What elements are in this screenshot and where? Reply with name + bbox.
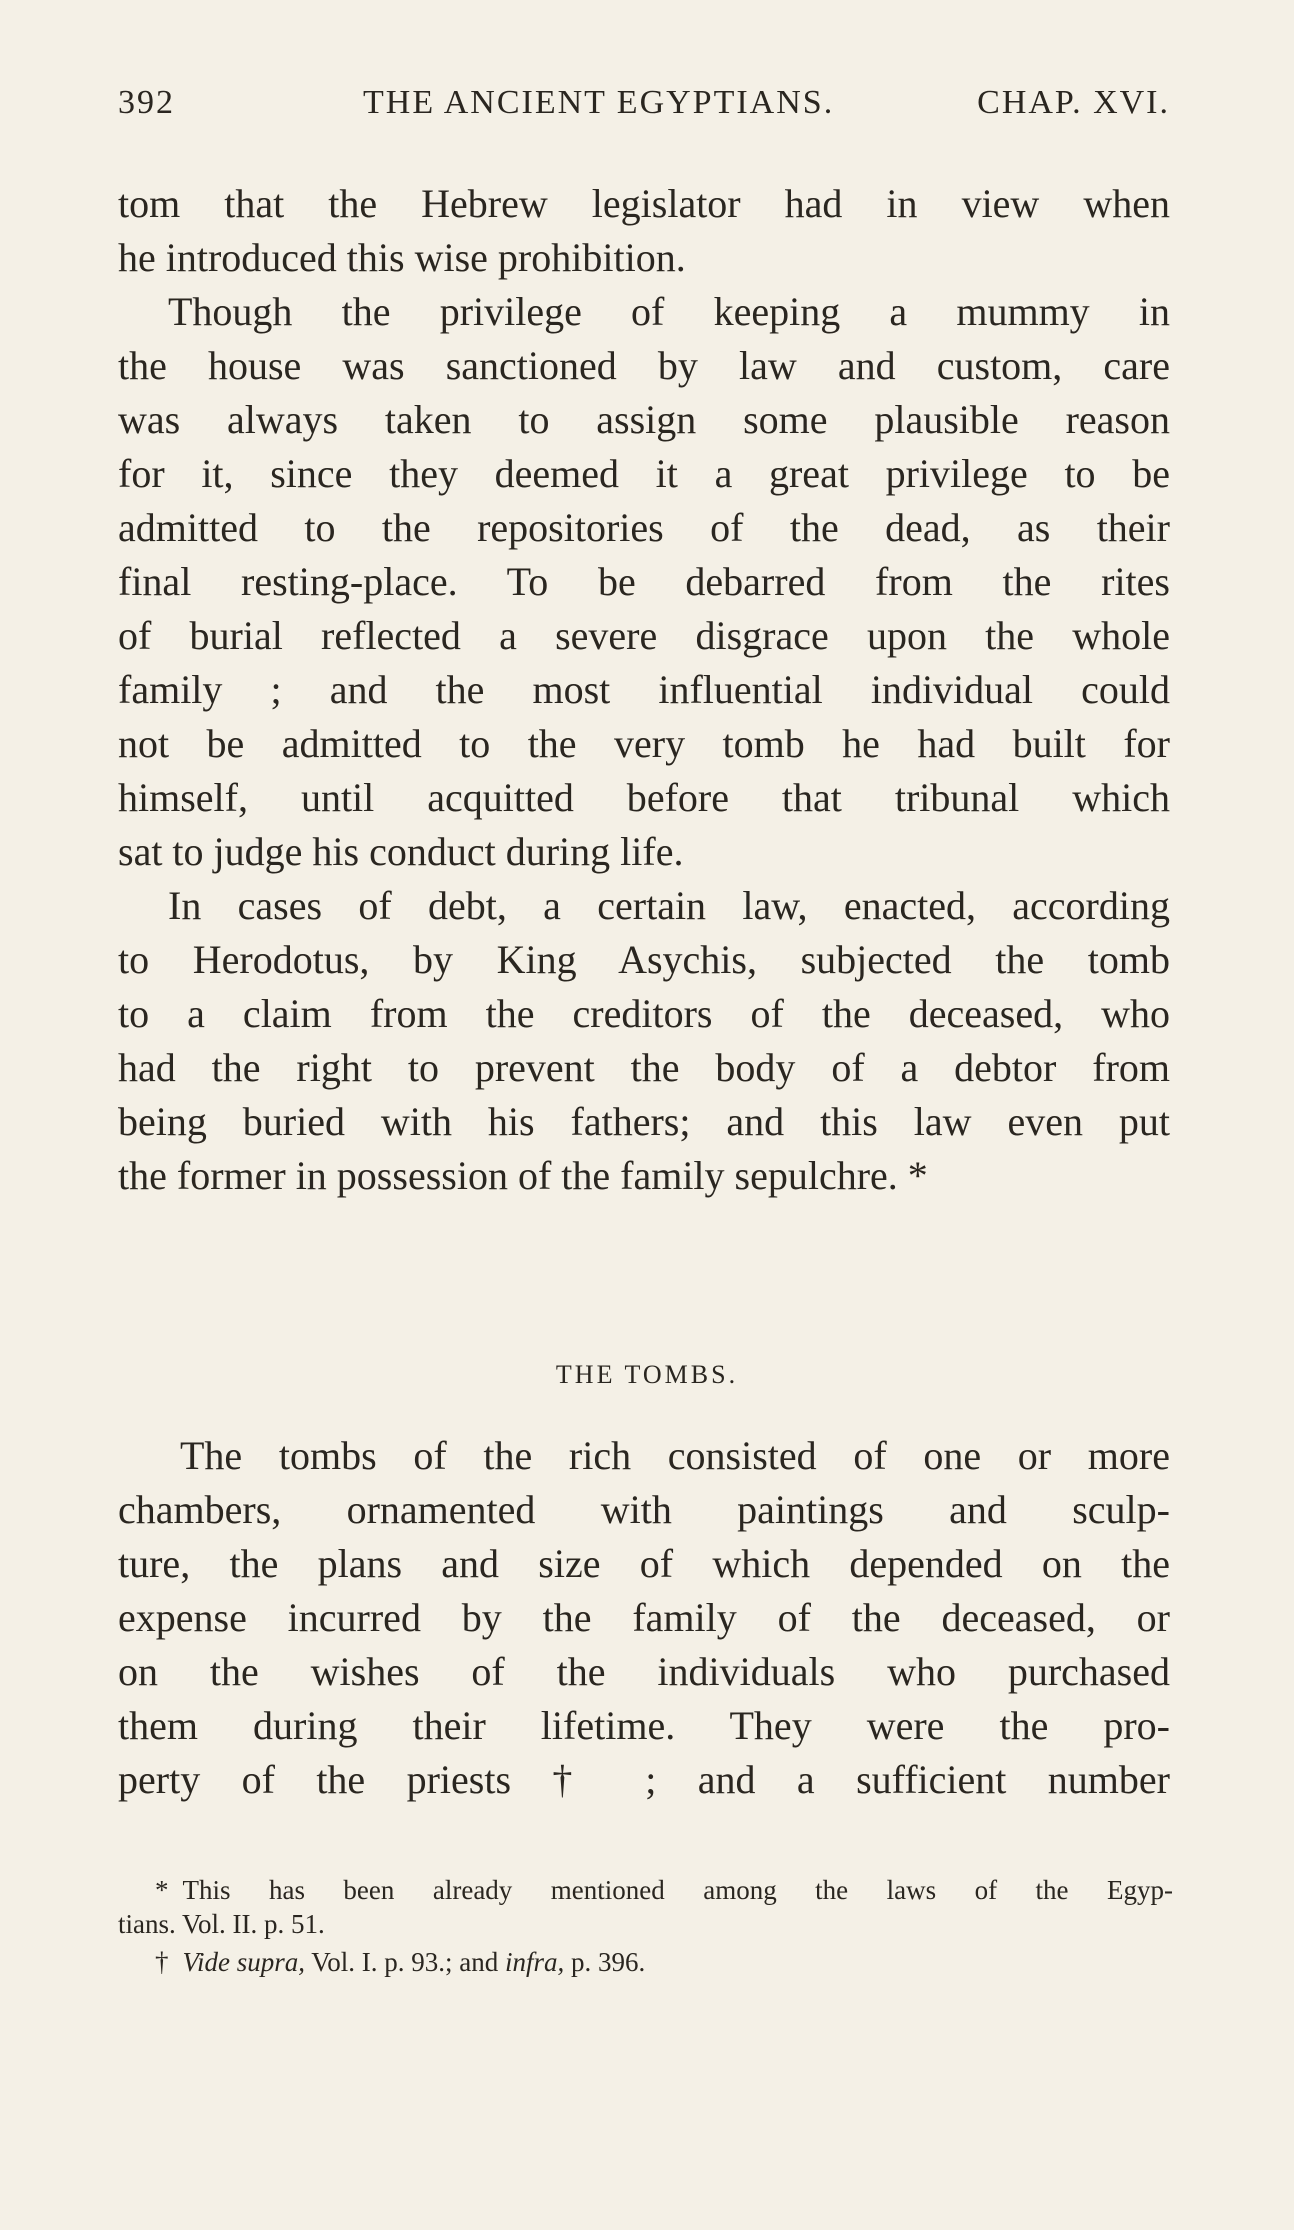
footnote-italic-text: infra,	[505, 1947, 565, 1977]
text-line: ture, the plans and size of which depended on the	[118, 1541, 1170, 1586]
text-line: tom that the Hebrew legislator had in view when	[118, 181, 1170, 226]
footnote-line: tians. Vol. II. p. 51.	[118, 1909, 325, 1939]
text-line: the house was sanctioned by law and custom, care	[118, 343, 1170, 388]
footnote-line	[155, 1946, 1173, 1978]
text-line: sat to judge his conduct during life.	[118, 829, 684, 874]
running-head	[118, 84, 1170, 140]
text-line: expense incurred by the family of the deceased, or	[118, 1595, 1170, 1640]
text-line: final resting-place. To be debarred from the rites	[118, 559, 1170, 604]
text-line: admitted to the repositories of the dead, as their	[118, 505, 1170, 550]
text-line: for it, since they deemed it a great privilege to be	[118, 451, 1170, 496]
text-line: to a claim from the creditors of the deceased, who	[118, 991, 1170, 1036]
text-line: In cases of debt, a certain law, enacted, according	[168, 883, 1170, 928]
section-heading: THE TOMBS.	[555, 1360, 739, 1389]
text-line: not be admitted to the very tomb he had built for	[118, 721, 1170, 766]
page-number: 392	[118, 84, 175, 121]
footnote-italic-text: Vide supra,	[182, 1947, 305, 1977]
text-line: of burial reflected a severe disgrace upon the whole	[118, 613, 1170, 658]
text-line: had the right to prevent the body of a debtor from	[118, 1045, 1170, 1090]
footnote-text: This has been already mentioned among the laws of the Egyp-	[182, 1875, 1173, 1905]
footnote-text: p. 396.	[571, 1947, 646, 1977]
text-line: The tombs of the rich consisted of one or more	[180, 1433, 1170, 1478]
dagger-footnote-mark: †	[155, 1947, 169, 1977]
text-line: chambers, ornamented with paintings and sculp-	[118, 1487, 1170, 1532]
text-line: being buried with his fathers; and this law even put	[118, 1099, 1170, 1144]
book-title: THE ANCIENT EGYPTIANS.	[363, 84, 835, 121]
text-line: he introduced this wise prohibition.	[118, 235, 686, 280]
text-line: the former in possession of the family sepulchre. *	[118, 1153, 928, 1198]
text-line: them during their lifetime. They were the pro-	[118, 1703, 1170, 1748]
footnote-line	[155, 1874, 1173, 1906]
footnote-text: Vol. I. p. 93.; and	[311, 1947, 499, 1977]
text-line: was always taken to assign some plausible reason	[118, 397, 1170, 442]
text-line: family ; and the most influential individual could	[118, 667, 1170, 712]
text-line: himself, until acquitted before that tribunal which	[118, 775, 1170, 820]
text-line: to Herodotus, by King Asychis, subjected the tomb	[118, 937, 1170, 982]
text-line: on the wishes of the individuals who purchased	[118, 1649, 1170, 1694]
asterisk-footnote-mark: *	[155, 1875, 169, 1905]
text-line: Though the privilege of keeping a mummy in	[168, 289, 1170, 334]
text-line: perty of the priests † ; and a sufficient number	[118, 1757, 1170, 1802]
chapter-label: CHAP. XVI.	[977, 84, 1170, 121]
